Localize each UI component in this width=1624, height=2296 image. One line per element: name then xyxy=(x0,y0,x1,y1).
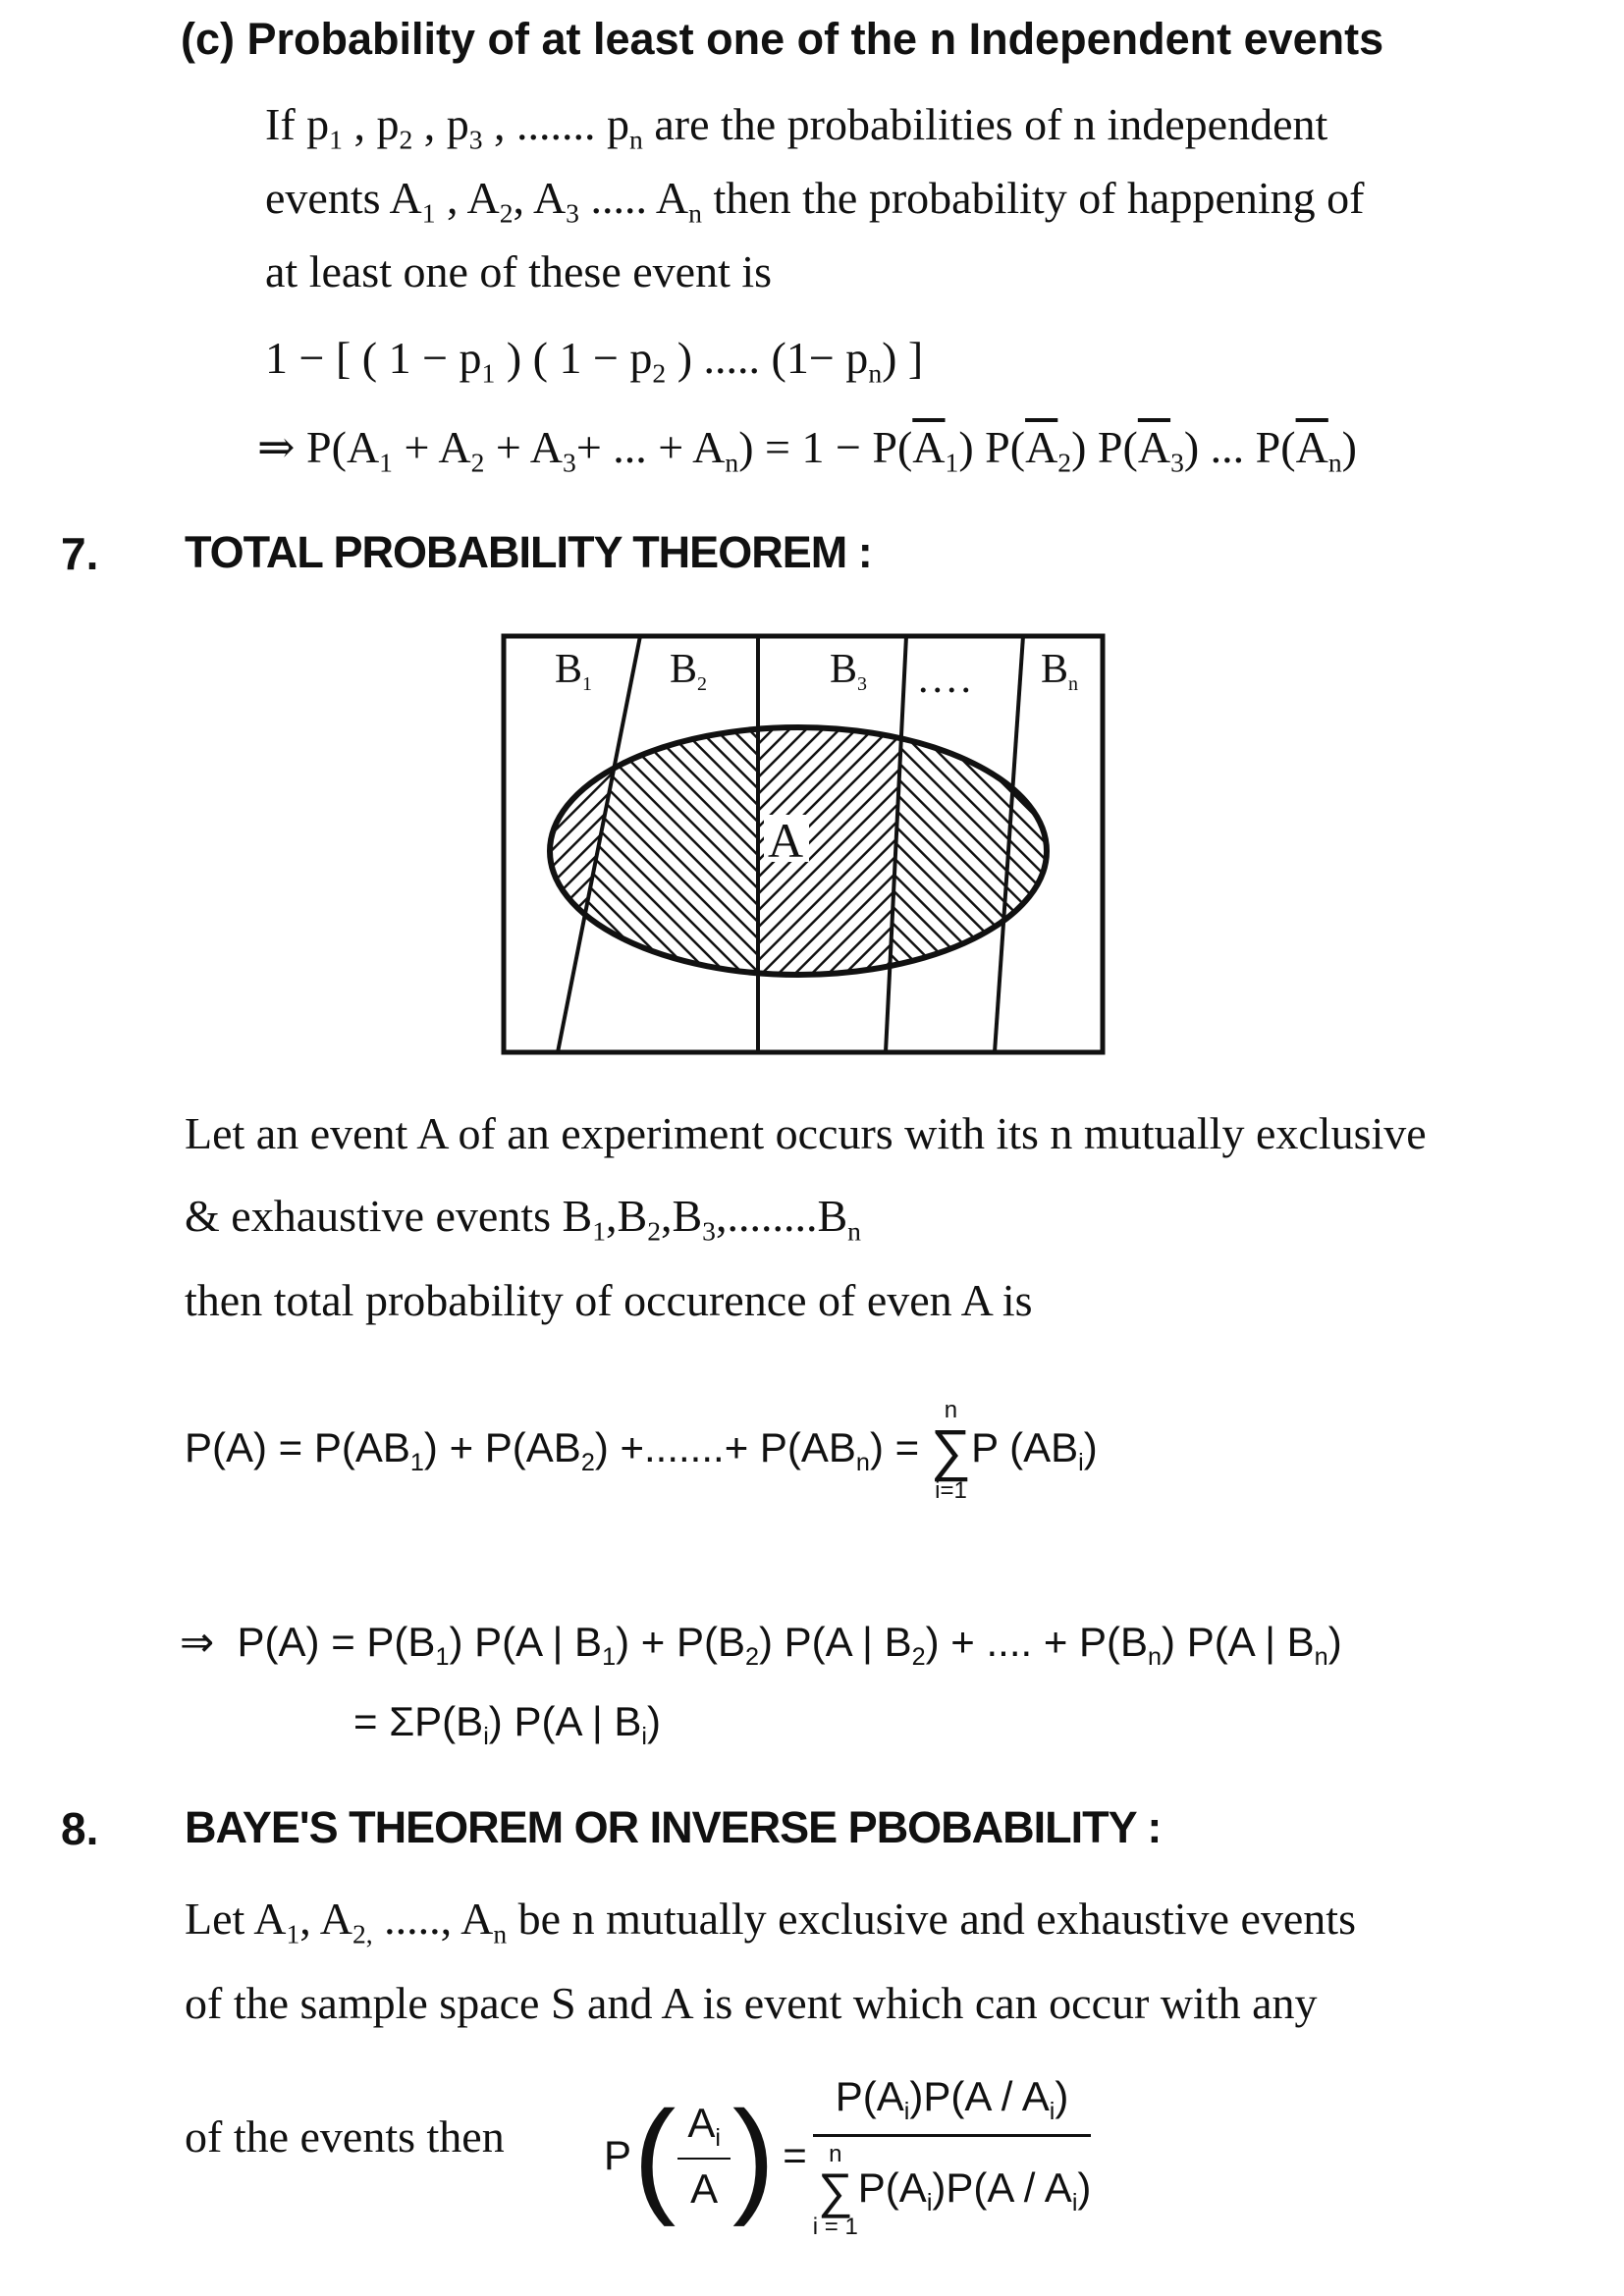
bayes-main-fraction: $P(A_i)P(A / A_i)$ n ∑ i = 1 $P(A_i)P(A / A_i)$ xyxy=(812,2073,1092,2240)
section-7-title: TOTAL PROBABILITY THEOREM : xyxy=(185,527,872,577)
section-7-para-3: then total probability of occurence of even A is xyxy=(185,1275,1033,1325)
section-7-number: 7. xyxy=(61,528,99,579)
formula-at-least-one: 1 − [ ( $1 - p_1$ ) ( $1 - p_2$ ) ..... $(1- p_n)$ ] xyxy=(265,333,924,389)
label-b3: B3 xyxy=(830,647,868,695)
implies-arrow-icon: ⇒ xyxy=(257,422,296,472)
section-c-line-3: at least one of these event is xyxy=(265,246,773,296)
label-bn: Bn xyxy=(1041,647,1079,695)
label-b2: B2 xyxy=(670,647,708,695)
event-a-label: A xyxy=(768,813,804,868)
summation-symbol: n ∑ i=1 xyxy=(930,1397,972,1504)
bayes-formula: P ( $\frac{A_i}{A}$ ) = $P(A_i)P(A / A_i)$ n ∑ i = 1 $P(A_i)P(A / A_i)$ xyxy=(604,2073,1092,2240)
total-probability-conditional: ⇒ $P(A) = P(B_1)$ P(A | $B_1) + P(B_2)$ P(A | $B_2$) + .... + $P(B_n)$ P(A | $B_n$) xyxy=(180,1619,1342,1671)
section-8-number: 8. xyxy=(61,1803,99,1854)
partition-venn-diagram xyxy=(501,633,1110,1060)
total-probability-equation: $P(A) = P(AB_1) + P(AB_2)$ +.......+ $P(AB_n)$ = n ∑ i=1 P $(AB_i)$ xyxy=(185,1397,1098,1504)
section-8-para-1: Let $A_1$, $A_{2,}$ ....., $A_n$ be n mutually exclusive and exhaustive events xyxy=(185,1894,1356,1949)
inner-fraction: $\frac{A_i}{A}$ xyxy=(677,2100,731,2214)
label-b1: B1 xyxy=(555,647,593,695)
section-7-para-2: & exhaustive events $B_1,B_2,B_3,........B_n$ xyxy=(185,1191,861,1247)
section-8-para-2: of the sample space S and A is event which can occur with any xyxy=(185,1978,1318,2028)
summation-symbol: n ∑ i = 1 xyxy=(812,2140,858,2240)
section-8-lead: of the events then xyxy=(185,2111,505,2162)
section-8-title: BAYE'S THEOREM OR INVERSE PBOBABILITY : xyxy=(185,1802,1162,1852)
section-c-line-1: If $p_1$ , $p_2$ , $p_3$ , ....... $p_n$ are the probabilities of n independent xyxy=(265,99,1328,155)
label-ellipsis: .... xyxy=(918,657,975,702)
total-probability-sum: = $\Sigma P(B_i)$ P(A | $B_i$) xyxy=(353,1698,662,1750)
formula-union-complement: ⇒ $P(A_1 + A_2 + A_3+$ ... + $A_n) = 1 - P(\overline{A}_1)$ $P(\overline{A}_2)$ $P(\overline{A}_3)$ ... $P(\overline{A}_n)$ xyxy=(257,422,1357,478)
implies-arrow-icon: ⇒ xyxy=(180,1619,215,1665)
section-c-heading: (c) Probability of at least one of the n Independent events xyxy=(181,14,1384,64)
section-c-line-2: events $A_1$ , $A_2$, $A_3$ ..... $A_n$ then the probability of happening of xyxy=(265,173,1365,229)
left-paren: ( xyxy=(633,2084,677,2228)
right-paren: ) xyxy=(731,2084,776,2228)
section-7-para-1: Let an event A of an experiment occurs with its n mutually exclusive xyxy=(185,1108,1427,1158)
